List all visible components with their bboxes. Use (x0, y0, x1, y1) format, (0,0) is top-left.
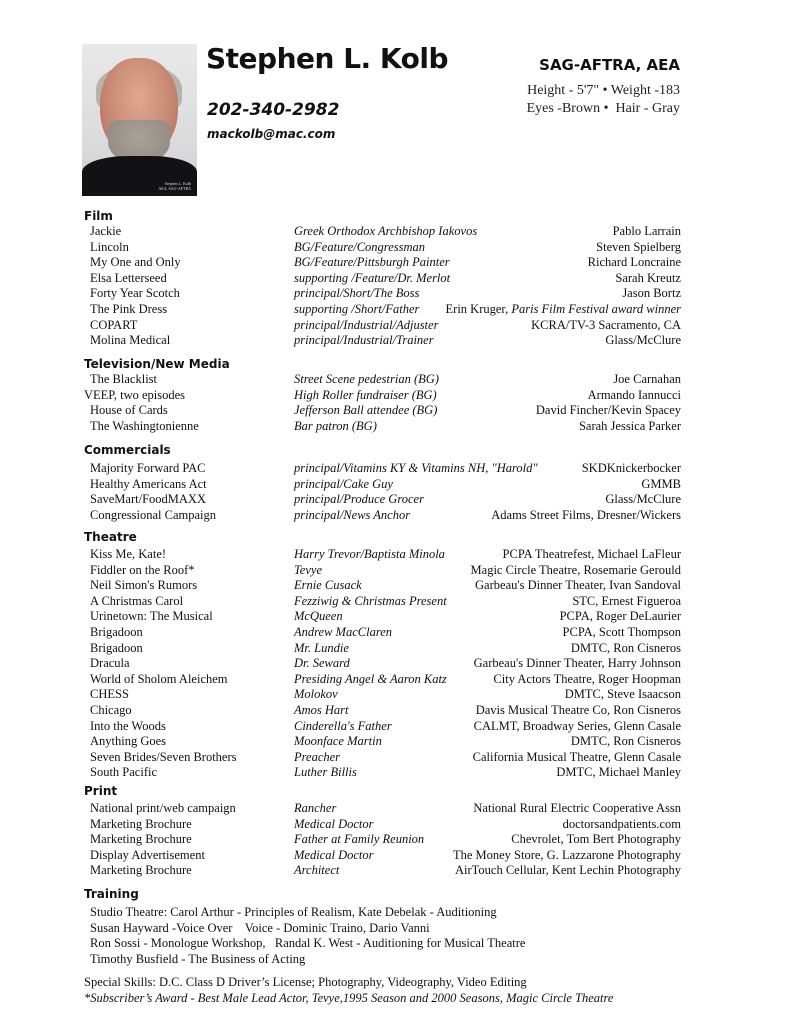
project-title: The Blacklist (90, 372, 157, 386)
role: principal/Vitamins KY & Vitamins NH, "Harold" (294, 461, 538, 475)
commercials-section (84, 442, 681, 523)
role: principal/Industrial/Adjuster (294, 317, 439, 332)
film-section (84, 208, 681, 349)
credit (453, 848, 681, 864)
credit (579, 419, 681, 435)
role: High Roller fundraiser (BG) (294, 387, 437, 402)
project-title: Brigadoon (90, 624, 143, 639)
credit-text: PCPA Theatrefest, Michael LaFleur (502, 547, 681, 561)
project-title: Into the Woods (90, 718, 166, 733)
credit-text: Magic Circle Theatre, Rosemarie Gerould (470, 562, 681, 577)
print-row (84, 848, 681, 864)
role: BG/Feature/Congressman (294, 239, 426, 254)
credit (571, 734, 681, 750)
credit-text: Glass/McClure (605, 492, 681, 507)
credit (596, 240, 681, 256)
project-title: World of Sholom Aleichem (90, 671, 228, 686)
credit (493, 672, 681, 688)
credit (476, 703, 681, 719)
project-title: CHESS (90, 687, 129, 702)
role: supporting /Feature/Dr. Merlot (294, 270, 451, 285)
project-title: Majority Forward PAC (90, 461, 206, 475)
credit-text: AirTouch Cellular, Kent Lechin Photography (454, 863, 681, 878)
project-title: Jackie (90, 224, 122, 238)
credit-text: Chevrolet, Tom Bert Photography (511, 832, 681, 847)
credit (563, 817, 681, 833)
project-title: COPART (90, 317, 138, 332)
project-title: Elsa Letterseed (90, 270, 167, 285)
credit (531, 318, 681, 334)
section-title-television: Television/New Media (84, 357, 230, 371)
credit-text: Steven Spielberg (596, 239, 681, 254)
eyes-hair: Eyes -Brown • Hair - Gray (526, 101, 680, 116)
print-section (84, 783, 681, 879)
project-title: Urinetown: The Musical (90, 609, 213, 624)
credit-text: DMTC, Steve Isaacson (564, 687, 681, 702)
credit-text: doctorsandpatients.com (562, 816, 681, 831)
credit-text: Adams Street Films, Dresner/Wickers (491, 507, 681, 522)
role: Medical Doctor (294, 816, 374, 831)
television-row (84, 372, 681, 388)
theatre-row (84, 719, 681, 735)
project-title: The Pink Dress (90, 301, 168, 316)
theatre-list (84, 547, 681, 781)
film-row (84, 255, 681, 271)
project-title: Fiddler on the Roof* (90, 562, 195, 577)
credit-text: Garbeau's Dinner Theater, Ivan Sandoval (475, 578, 681, 593)
training-section (84, 886, 681, 967)
project-title: House of Cards (90, 403, 168, 418)
credit-text: Sarah Jessica Parker (578, 418, 681, 433)
credit-text: Glass/McClure (605, 333, 681, 348)
print-list (84, 801, 681, 879)
credit-text: PCPA, Roger DeLaurier (559, 609, 681, 624)
credit-text: California Musical Theatre, Glenn Casale (472, 749, 681, 764)
theatre-row (84, 625, 681, 641)
credit-text: The Money Store, G. Lazzarone Photography (452, 847, 681, 862)
credit-text: Joe Carnahan (613, 372, 681, 386)
theatre-row (84, 656, 681, 672)
credit (511, 832, 681, 848)
project-title: VEEP, two episodes (84, 387, 186, 402)
height-weight: Height - 5'7" • Weight -183 (527, 83, 680, 98)
credit (474, 719, 681, 735)
theatre-row (84, 547, 681, 563)
film-row (84, 286, 681, 302)
credit-text: Erin Kruger, (445, 301, 512, 316)
film-row (84, 224, 681, 240)
union-affiliations: SAG-AFTRA, AEA (539, 56, 680, 74)
credit (588, 388, 681, 404)
credit-text: Armando Iannucci (587, 387, 681, 402)
role: Bar patron (BG) (294, 418, 377, 433)
theatre-row (84, 641, 681, 657)
role: supporting /Short/Father (294, 301, 420, 316)
credit (446, 302, 681, 318)
commercials-row (84, 477, 681, 493)
credit (641, 477, 681, 493)
credit (473, 750, 681, 766)
theatre-row (84, 687, 681, 703)
role: McQueen (294, 609, 343, 624)
theatre-section (84, 529, 681, 781)
actor-name: Stephen L. Kolb (206, 42, 448, 75)
role: Greek Orthodox Archbishop Iakovos (294, 224, 478, 238)
project-title: Marketing Brochure (90, 816, 192, 831)
film-row (84, 271, 681, 287)
print-row (84, 832, 681, 848)
theatre-row (84, 750, 681, 766)
commercials-list (84, 461, 681, 523)
commercials-row (84, 508, 681, 524)
email-address: mackolb@mac.com (207, 127, 336, 141)
phone-number: 202-340-2982 (207, 100, 340, 120)
role: Rancher (294, 801, 337, 815)
project-title: Marketing Brochure (90, 832, 192, 847)
section-title-training: Training (84, 887, 139, 901)
training-line: Ron Sossi - Monologue Workshop, Randal K. West - Auditioning for Musical Theatre (90, 936, 526, 951)
section-title-print: Print (84, 784, 118, 798)
credit (605, 333, 681, 349)
credit-text: David Fincher/Kevin Spacey (535, 403, 681, 418)
project-title: Marketing Brochure (90, 863, 192, 878)
project-title: Kiss Me, Kate! (90, 547, 167, 561)
project-title: Anything Goes (90, 734, 167, 749)
credit-text: PCPA, Scott Thompson (562, 624, 681, 639)
credit-text: Richard Loncraine (587, 255, 681, 270)
credit (572, 594, 681, 610)
project-title: My One and Only (90, 255, 181, 270)
role: Preacher (294, 749, 341, 764)
credit-text: DMTC, Michael Manley (556, 765, 681, 780)
theatre-row (84, 734, 681, 750)
role: Molokov (294, 687, 338, 702)
role: Moonface Martin (294, 734, 382, 749)
headshot-photo (82, 44, 197, 196)
commercials-row (84, 461, 681, 477)
film-list (84, 224, 681, 349)
credit (563, 625, 681, 641)
role: Jefferson Ball attendee (BG) (294, 403, 438, 418)
credit-text: DMTC, Ron Cisneros (570, 640, 681, 655)
theatre-row (84, 563, 681, 579)
print-row (84, 863, 681, 879)
project-title: National print/web campaign (90, 801, 236, 815)
credit (582, 461, 681, 477)
theatre-row (84, 609, 681, 625)
project-title: Forty Year Scotch (90, 286, 180, 301)
credit (613, 224, 681, 240)
role: principal/Cake Guy (294, 476, 393, 491)
credit (455, 863, 681, 879)
role: Presiding Angel & Aaron Katz (294, 671, 447, 686)
television-row (84, 388, 681, 404)
role: principal/Produce Grocer (294, 492, 424, 507)
role: Father at Family Reunion (294, 832, 425, 847)
credit-text: SKDKnickerbocker (581, 461, 681, 475)
credit (588, 255, 681, 271)
theatre-row (84, 765, 681, 781)
film-row (84, 302, 681, 318)
training-line: Studio Theatre: Carol Arthur - Principles of Realism, Kate Debelak - Auditioning (90, 905, 497, 919)
role: Medical Doctor (294, 847, 374, 862)
credit-text: GMMB (641, 476, 681, 491)
credit (536, 403, 681, 419)
theatre-row (84, 703, 681, 719)
project-title: Chicago (90, 702, 132, 717)
role: Amos Hart (294, 702, 349, 717)
credit-text: Pablo Larrain (612, 224, 681, 238)
photo-caption (158, 181, 191, 191)
credit (622, 286, 681, 302)
role: Luther Billis (294, 765, 357, 780)
section-title-commercials: Commercials (84, 443, 171, 457)
print-row (84, 801, 681, 817)
role: Street Scene pedestrian (BG) (294, 372, 439, 386)
credit (613, 372, 681, 388)
credit-text: KCRA/TV-3 Sacramento, CA (531, 317, 681, 332)
role: Ernie Cusack (294, 578, 362, 593)
section-title-theatre: Theatre (84, 530, 137, 544)
film-row (84, 318, 681, 334)
credit-text: DMTC, Ron Cisneros (570, 734, 681, 749)
role: principal/Industrial/Trainer (294, 333, 434, 348)
photo-caption-name: Stephen L. Kolb (164, 181, 191, 186)
role: BG/Feature/Pittsburgh Painter (294, 255, 450, 270)
credit-text: National Rural Electric Cooperative Assn (473, 801, 681, 815)
credit (560, 609, 681, 625)
role: Tevye (294, 562, 322, 577)
role: Harry Trevor/Baptista Minola (294, 547, 445, 561)
role: Architect (294, 863, 340, 878)
role: Fezziwig & Christmas Present (294, 593, 447, 608)
credit-note: Paris Film Festival award winner (511, 301, 681, 316)
project-title: Brigadoon (90, 640, 143, 655)
project-title: South Pacific (90, 765, 158, 780)
role: principal/Short/The Boss (294, 286, 420, 301)
credit (475, 578, 681, 594)
credit (571, 641, 681, 657)
credit (503, 547, 681, 563)
credit (491, 508, 681, 524)
credit (474, 656, 681, 672)
role: Dr. Seward (294, 656, 350, 671)
credit (605, 492, 681, 508)
physical-stats (527, 82, 680, 118)
project-title: The Washingtonienne (90, 418, 199, 433)
television-row (84, 403, 681, 419)
credit-text: Garbeau's Dinner Theater, Harry Johnson (473, 656, 681, 671)
television-row (84, 419, 681, 435)
theatre-row (84, 594, 681, 610)
television-section (84, 356, 681, 434)
credit-text: CALMT, Broadway Series, Glenn Casale (473, 718, 681, 733)
theatre-row (84, 672, 681, 688)
credit-text: STC, Ernest Figueroa (572, 593, 681, 608)
role: principal/News Anchor (294, 507, 411, 522)
special-skills: Special Skills: D.C. Class D Driver’s License; Photography, Videography, Video Editing (84, 975, 527, 989)
film-row (84, 240, 681, 256)
project-title: Neil Simon's Rumors (90, 578, 198, 593)
project-title: Molina Medical (90, 333, 171, 348)
print-row (84, 817, 681, 833)
project-title: A Christmas Carol (90, 593, 184, 608)
credit-text: City Actors Theatre, Roger Hoopman (493, 671, 681, 686)
award-note: *Subscriber’s Award - Best Male Lead Actor, Tevye,1995 Season and 2000 Seasons, Magic Circle Theatre (84, 990, 614, 1005)
television-list (84, 372, 681, 434)
project-title: Congressional Campaign (90, 507, 217, 522)
credit (473, 801, 681, 817)
credit (565, 687, 681, 703)
role: Mr. Lundie (294, 640, 349, 655)
role: Andrew MacClaren (294, 624, 393, 639)
project-title: SaveMart/FoodMAXX (90, 492, 206, 507)
footer-notes (84, 975, 613, 1006)
credit (556, 765, 681, 781)
training-line: Susan Hayward -Voice Over Voice - Dominic Traino, Dario Vanni (90, 920, 430, 935)
photo-caption-unions: AEA, SAG-AFTRA (158, 186, 191, 191)
project-title: Healthy Americans Act (90, 476, 207, 491)
commercials-row (84, 492, 681, 508)
credit-text: Sarah Kreutz (615, 270, 681, 285)
project-title: Seven Brides/Seven Brothers (90, 749, 237, 764)
credit-text: Jason Bortz (622, 286, 681, 301)
film-row (84, 333, 681, 349)
theatre-row (84, 578, 681, 594)
project-title: Display Advertisement (90, 847, 205, 862)
role: Cinderella's Father (294, 718, 392, 733)
project-title: Dracula (90, 656, 130, 671)
training-line: Timothy Busfield - The Business of Acting (90, 951, 306, 966)
credit-text: Davis Musical Theatre Co, Ron Cisneros (475, 702, 681, 717)
credit (471, 563, 681, 579)
credit (615, 271, 681, 287)
project-title: Lincoln (90, 239, 129, 254)
section-title-film: Film (84, 209, 113, 223)
